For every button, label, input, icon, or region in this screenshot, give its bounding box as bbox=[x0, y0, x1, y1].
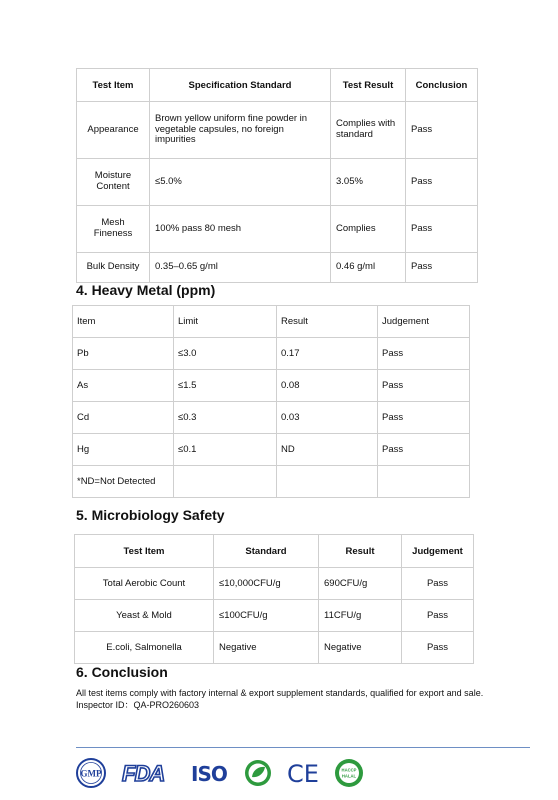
table-cell: 0.35–0.65 g/ml bbox=[150, 253, 331, 283]
ce-logo-text: CE bbox=[287, 760, 319, 786]
iso-logo-icon bbox=[190, 760, 230, 786]
table-row bbox=[73, 402, 470, 434]
table-cell: Complies bbox=[331, 206, 406, 253]
table-row bbox=[77, 159, 478, 206]
table-cell: 0.17 bbox=[277, 338, 378, 370]
table-row bbox=[77, 206, 478, 253]
haccp-logo-text: HACCP bbox=[341, 767, 357, 773]
table-cell: Pass bbox=[402, 568, 474, 600]
table-row bbox=[77, 253, 478, 283]
table-cell: Hg bbox=[73, 434, 174, 466]
table-cell: Pass bbox=[378, 370, 470, 402]
divider bbox=[76, 747, 530, 748]
table-cell: Pass bbox=[402, 600, 474, 632]
table-cell: 0.46 g/ml bbox=[331, 253, 406, 283]
fda-logo-text: FDA bbox=[122, 761, 165, 786]
gmp-logo-text: GMP bbox=[80, 768, 102, 779]
table-cell: ≤5.0% bbox=[150, 159, 331, 206]
col-header: Limit bbox=[174, 306, 277, 338]
table-row bbox=[75, 600, 474, 632]
fda-logo-icon bbox=[120, 760, 176, 786]
col-header: Conclusion bbox=[406, 69, 478, 102]
table-row bbox=[75, 632, 474, 664]
table-cell: As bbox=[73, 370, 174, 402]
table-cell: Pass bbox=[378, 338, 470, 370]
table-cell: Yeast & Mold bbox=[75, 600, 214, 632]
microbiology-table bbox=[74, 534, 474, 664]
spec-table bbox=[76, 68, 478, 283]
ce-logo-icon bbox=[286, 760, 320, 786]
table-row bbox=[77, 102, 478, 159]
table-cell: 11CFU/g bbox=[319, 600, 402, 632]
col-header: Specification Standard bbox=[150, 69, 331, 102]
section-title-conclusion: 6. Conclusion bbox=[76, 664, 168, 680]
conclusion-text: All test items comply with factory internal & export supplement standards, qualified for export and sale. bbox=[76, 688, 484, 698]
iso-logo-text: ISO bbox=[191, 762, 227, 786]
table-cell: Pass bbox=[406, 102, 478, 159]
table-cell: Cd bbox=[73, 402, 174, 434]
section-title-heavy-metal: 4. Heavy Metal (ppm) bbox=[76, 282, 216, 298]
table-cell: Pass bbox=[378, 434, 470, 466]
table-cell: Total Aerobic Count bbox=[75, 568, 214, 600]
table-cell: ≤1.5 bbox=[174, 370, 277, 402]
table-cell: Negative bbox=[319, 632, 402, 664]
table-cell: ≤3.0 bbox=[174, 338, 277, 370]
col-header: Test Item bbox=[77, 69, 150, 102]
table-row bbox=[73, 338, 470, 370]
heavy-metal-table bbox=[72, 305, 470, 498]
table-cell: ≤0.3 bbox=[174, 402, 277, 434]
table-cell: Negative bbox=[214, 632, 319, 664]
table-cell: 0.03 bbox=[277, 402, 378, 434]
col-header: Item bbox=[73, 306, 174, 338]
table-row bbox=[75, 568, 474, 600]
table-cell: ≤100CFU/g bbox=[214, 600, 319, 632]
inspector-id: Inspector ID：QA-PRO260603 bbox=[76, 700, 200, 710]
table-cell: ≤10,000CFU/g bbox=[214, 568, 319, 600]
table-cell: Moisture Content bbox=[77, 159, 150, 206]
table-cell: Pb bbox=[73, 338, 174, 370]
leaf-badge-icon bbox=[244, 759, 272, 787]
table-row bbox=[73, 370, 470, 402]
certification-logos bbox=[76, 756, 364, 790]
table-cell bbox=[378, 466, 470, 498]
section-title-microbiology: 5. Microbiology Safety bbox=[76, 507, 225, 523]
table-header-row bbox=[77, 69, 478, 102]
table-cell: 0.08 bbox=[277, 370, 378, 402]
table-note: *ND=Not Detected bbox=[73, 466, 174, 498]
conclusion-text-block bbox=[76, 687, 486, 711]
table-cell: Appearance bbox=[77, 102, 150, 159]
haccp-halal-logo-icon bbox=[334, 758, 364, 788]
table-cell: Pass bbox=[406, 206, 478, 253]
table-cell: ND bbox=[277, 434, 378, 466]
table-cell bbox=[174, 466, 277, 498]
table-header-row bbox=[73, 306, 470, 338]
table-cell: ≤0.1 bbox=[174, 434, 277, 466]
table-row bbox=[73, 466, 470, 498]
col-header: Result bbox=[277, 306, 378, 338]
col-header: Judgement bbox=[378, 306, 470, 338]
table-header-row bbox=[75, 535, 474, 568]
table-cell: 100% pass 80 mesh bbox=[150, 206, 331, 253]
table-cell: Pass bbox=[406, 253, 478, 283]
col-header: Result bbox=[319, 535, 402, 568]
table-cell: Pass bbox=[406, 159, 478, 206]
table-row bbox=[73, 434, 470, 466]
col-header: Standard bbox=[214, 535, 319, 568]
table-cell: Mesh Fineness bbox=[77, 206, 150, 253]
col-header: Test Item bbox=[75, 535, 214, 568]
table-cell: Pass bbox=[378, 402, 470, 434]
table-cell: 690CFU/g bbox=[319, 568, 402, 600]
table-cell: Pass bbox=[402, 632, 474, 664]
table-cell: Complies with standard bbox=[331, 102, 406, 159]
table-cell: Brown yellow uniform fine powder in vegetable capsules, no foreign impurities bbox=[150, 102, 331, 159]
table-cell: 3.05% bbox=[331, 159, 406, 206]
col-header: Judgement bbox=[402, 535, 474, 568]
table-cell: E.coli, Salmonella bbox=[75, 632, 214, 664]
gmp-logo-icon bbox=[76, 758, 106, 788]
halal-logo-text: HALAL bbox=[341, 773, 357, 779]
col-header: Test Result bbox=[331, 69, 406, 102]
table-cell: Bulk Density bbox=[77, 253, 150, 283]
table-cell bbox=[277, 466, 378, 498]
